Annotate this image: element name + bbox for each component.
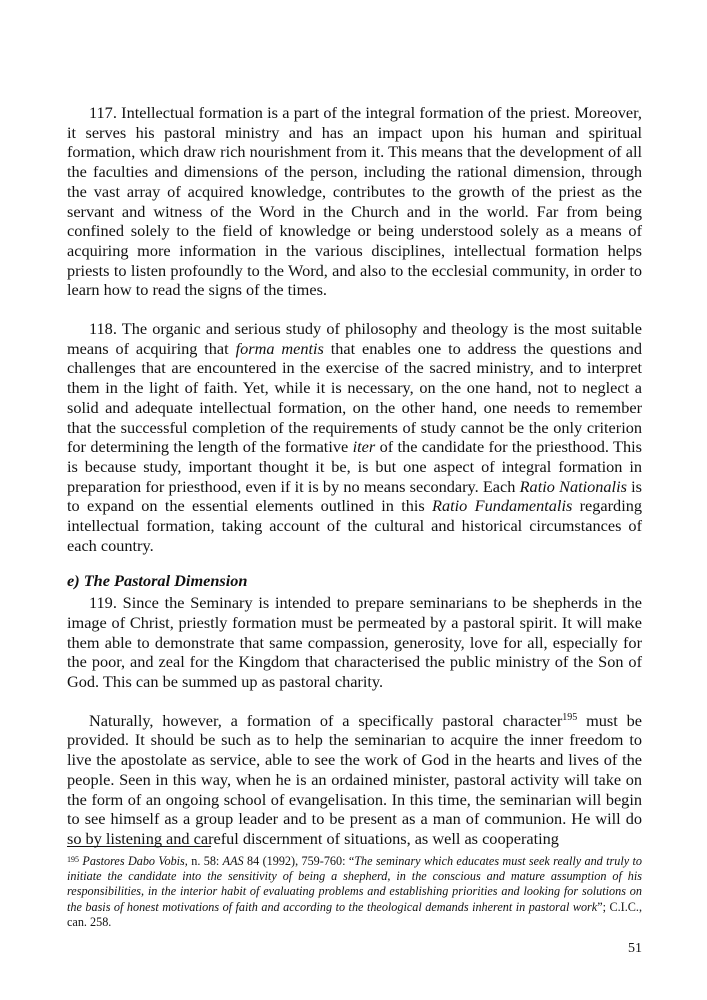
paragraph-118-italic-1: forma mentis <box>235 338 324 358</box>
footnote-divider <box>67 846 211 847</box>
footnote-reference[interactable]: 195 <box>562 711 578 723</box>
paragraph-117: 117. Intellectual formation is a part of the integral formation of the priest. Moreover, it serves his pastoral ministry and has an impact upon his human and spiritual formation, which draw rich nourishment from it. This means that the development of all the faculties and dimensions of the person, including the rational dimension, through the vast array of acquired knowledge, contributes to the growth of the priest as the servant and witness of the Word in the Church and in the world. Far from being confined solely to the field of knowledge or being understood solely as a means of acquiring more information in the various disciplines, intellectual formation helps priests to listen profoundly to the Word, and also to the ecclesial community, in order to learn how to read the signs of the times. <box>67 103 642 300</box>
footnote-text-3: ”; C.I.C., can. 258. <box>67 899 642 929</box>
paragraph-118-text-5: regarding intellectual formation, taking account of the cultural and historical circumstances of each country. <box>67 496 642 555</box>
footnote-italic-2: AAS <box>222 854 244 868</box>
footnote-italic-3: The seminary which educates must seek really and truly to initiate the candidate into the sensitivity of being a shepherd, in the conscious and mature assumption of his responsibilities, in the interior habit of evaluating problems and establishing priorities and looking for solutions on the basis of honest motivations of faith and according to the theological demands inherent in pastoral work <box>67 854 643 914</box>
footnote-text-2: 84 (1992), 759-760: “ <box>243 854 355 868</box>
paragraph-118-text-3: of the candidate for the priesthood. This is because study, important thought it be, is but one aspect of integral formation in preparation for priesthood, even if it is by no means secondary. Each <box>67 437 642 496</box>
footnote <box>67 854 642 930</box>
paragraph-120-text-2: must be provided. It should be such as to help the seminarian to acquire the inner freedom to live the apostolate as service, able to see the work of God in the hearts and lives of the people. Seen in this way, when he is an ordained minister, pastoral activity will take on the form of an ongoing school of evangelisation. In this time, the seminarian will begin to see himself as a group leader and to be present as a man of communion. He will do so by listening and careful discernment of situations, as well as cooperating <box>67 710 643 848</box>
footnote-text-1: n. 58: <box>187 854 223 868</box>
page-number: 51 <box>628 941 642 956</box>
paragraph-118-italic-4: Ratio Fundamentalis <box>432 496 573 516</box>
page-body <box>67 103 642 849</box>
paragraph-118-text-2: that enables one to address the questions and challenges that are encountered in the exercise of the sacred ministry, and to interpret them in the light of faith. Yet, while it is necessary, on the one hand, not to neglect a solid and adequate intellectual formation, on the other hand, one needs to remember that the successful completion of the requirements of study cannot be the only criterion for determining the length of the formative <box>67 338 643 457</box>
paragraph-118 <box>67 319 642 555</box>
paragraph-118-italic-3: Ratio Nationalis <box>519 476 627 496</box>
paragraph-118-text-4: is to expand on the essential elements outlined in this <box>67 476 642 516</box>
footnote-number: 195 <box>67 855 79 864</box>
paragraph-120-text-1: Naturally, however, a formation of a specifically pastoral character <box>89 710 563 730</box>
section-heading: e) The Pastoral Dimension <box>67 571 248 591</box>
paragraph-118-text-1: 118. The organic and serious study of philosophy and theology is the most suitable means of acquiring that <box>67 319 642 358</box>
paragraph-120 <box>67 711 642 849</box>
footnote-italic-1: Pastores Dabo Vobis, <box>82 854 188 868</box>
paragraph-118-italic-2: iter <box>352 437 376 457</box>
paragraph-119: 119. Since the Seminary is intended to prepare seminarians to be shepherds in the image of Christ, priestly formation must be permeated by a pastoral spirit. It will make them able to demonstrate that same compassion, generosity, love for all, especially for the poor, and zeal for the Kingdom that characterised the public ministry of the Son of God. This can be summed up as pastoral charity. <box>67 593 642 691</box>
